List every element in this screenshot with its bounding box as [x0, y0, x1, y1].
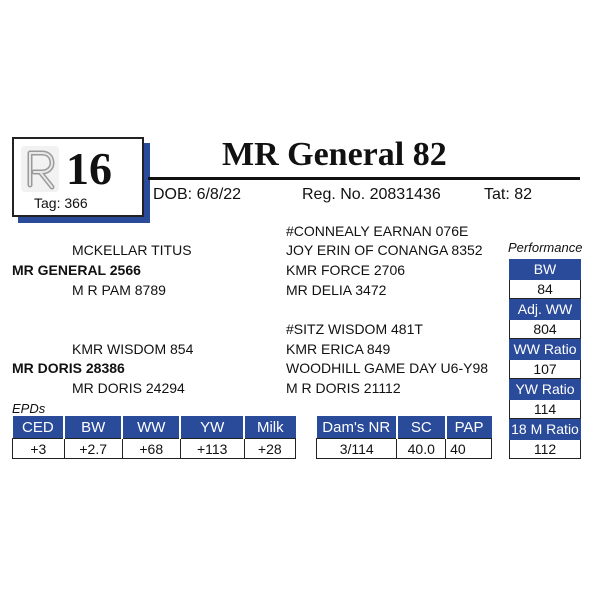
reg-label: Reg. No. [302, 186, 366, 203]
tag-label: Tag: [34, 195, 61, 211]
perf-value-bw: 84 [509, 280, 581, 299]
tattoo-value: 82 [514, 186, 533, 203]
epd-table [12, 416, 296, 459]
pedigree-dam-sire-dam: KMR ERICA 849 [286, 341, 391, 357]
perf-label-bw: BW [509, 259, 581, 280]
perf-value-ww-ratio: 107 [509, 360, 581, 379]
pedigree-dam-sire: KMR WISDOM 854 [72, 341, 194, 357]
pedigree-sire-sire-sire: #CONNEALY EARNAN 076E [286, 223, 469, 239]
pedigree-sire-sire-dam: JOY ERIN OF CONANGA 8352 [286, 242, 483, 258]
pedigree-dam-sire-sire: #SITZ WISDOM 481T [286, 321, 423, 337]
perf-label-yw-ratio: YW Ratio [509, 379, 581, 400]
pedigree-sire-dam-dam: MR DELIA 3472 [286, 282, 387, 298]
dam-stats-table [316, 416, 492, 459]
epd-value-milk: +28 [244, 439, 295, 459]
perf-value-yw-ratio: 114 [509, 400, 581, 419]
perf-value-18m-ratio: 112 [509, 440, 581, 459]
dam-nr-value: 3/114 [317, 439, 397, 459]
tag-line [34, 195, 88, 211]
dam-nr-header: Dam's NR [317, 416, 397, 439]
perf-label-18m-ratio: 18 M Ratio [509, 419, 581, 440]
tattoo-label: Tat: [484, 186, 510, 203]
animal-name: MR General 82 [222, 136, 447, 173]
dob-value: 6/8/22 [196, 186, 242, 203]
pedigree-sire-sire: MCKELLAR TITUS [72, 242, 192, 258]
perf-label-ww-ratio: WW Ratio [509, 339, 581, 360]
performance-title: Performance [508, 240, 583, 255]
tattoo-line [484, 186, 532, 204]
epd-header-ww: WW [122, 416, 180, 439]
pedigree-dam-dam-sire: WOODHILL GAME DAY U6-Y98 [286, 360, 489, 376]
lot-box [12, 137, 144, 217]
pap-value: 40 [446, 439, 492, 459]
performance-panel [509, 259, 581, 459]
pedigree-sire-dam-sire: KMR FORCE 2706 [286, 262, 406, 278]
pap-header: PAP [446, 416, 492, 439]
epd-value-bw: +2.7 [64, 439, 122, 459]
perf-label-adj-ww: Adj. WW [509, 299, 581, 320]
epd-value-ced: +3 [13, 439, 65, 459]
epd-header-yw: YW [180, 416, 244, 439]
reg-line [302, 186, 441, 204]
epd-header-ced: CED [13, 416, 65, 439]
title-divider [148, 177, 580, 180]
sc-header: SC [397, 416, 446, 439]
epds-title: EPDs [12, 401, 46, 416]
epd-header-milk: Milk [244, 416, 295, 439]
ranch-logo-icon [20, 145, 60, 193]
epd-header-bw: BW [64, 416, 122, 439]
dob-label: DOB: [153, 186, 193, 203]
dob-line [153, 186, 241, 204]
pedigree-sire: MR GENERAL 2566 [12, 262, 141, 278]
lot-number: 16 [66, 143, 112, 194]
pedigree-dam-dam-dam: M R DORIS 21112 [286, 380, 401, 396]
pedigree-dam: MR DORIS 28386 [12, 360, 125, 376]
pedigree-dam-dam: MR DORIS 24294 [72, 380, 185, 396]
sc-value: 40.0 [397, 439, 446, 459]
tag-value: 366 [64, 195, 88, 211]
epd-value-ww: +68 [122, 439, 180, 459]
pedigree-sire-dam: M R PAM 8789 [72, 282, 166, 298]
perf-value-adj-ww: 804 [509, 320, 581, 339]
epd-value-yw: +113 [180, 439, 244, 459]
reg-value: 20831436 [369, 186, 441, 203]
